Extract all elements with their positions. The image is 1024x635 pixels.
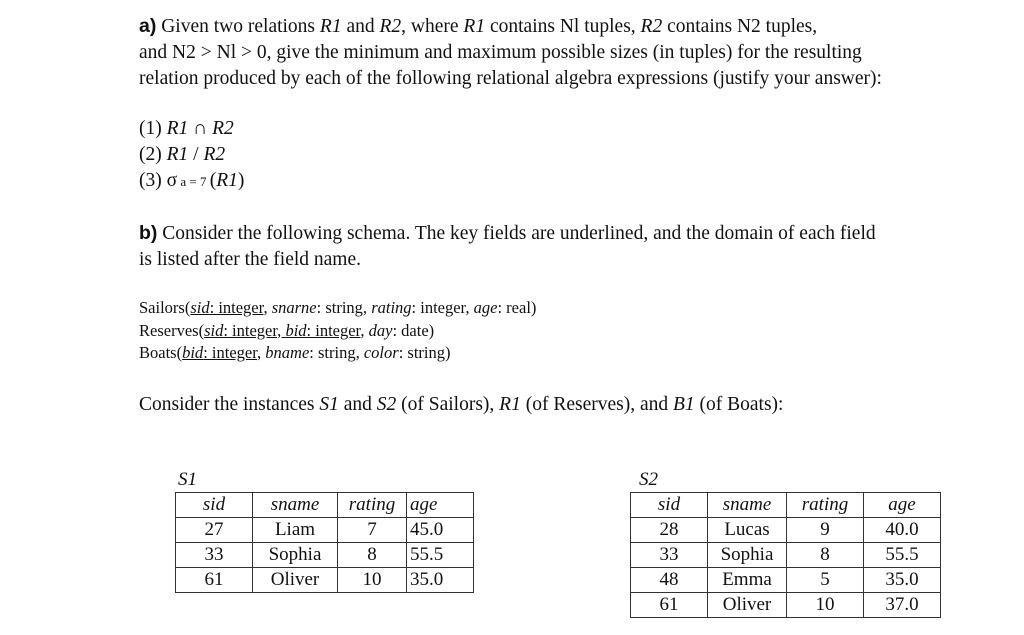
table-header-row	[631, 493, 941, 518]
table-cell: 33	[176, 543, 253, 568]
column-header: age	[864, 493, 941, 518]
table-row	[631, 518, 941, 543]
schema-definition	[139, 297, 536, 365]
table-cell: 5	[787, 568, 864, 593]
table-s2	[630, 492, 941, 618]
table-row	[176, 543, 474, 568]
table-cell: Sophia	[253, 543, 338, 568]
table-row	[631, 593, 941, 618]
table-cell: 9	[787, 518, 864, 543]
instances-sentence: Consider the instances S1 and S2 (of Sailors), R1 (of Reserves), and B1 (of Boats):	[139, 394, 784, 415]
part-b-line-1: b) Consider the following schema. The key fields are underlined, and the domain of each field	[139, 222, 876, 244]
table-cell: 40.0	[864, 518, 941, 543]
table-cell: 61	[631, 593, 708, 618]
column-header: rating	[787, 493, 864, 518]
table-s1-title: S1	[178, 469, 197, 490]
part-a-question	[139, 13, 882, 92]
part-a-line-3: relation produced by each of the following relational algebra expressions (justify your answer):	[139, 68, 882, 89]
schema-reserves: Reserves(sid: integer, bid: integer, day: date)	[139, 320, 435, 340]
table-cell: Sophia	[708, 543, 787, 568]
table-cell: 33	[631, 543, 708, 568]
table-row	[631, 543, 941, 568]
column-header: sname	[253, 493, 338, 518]
table-s2-title: S2	[639, 469, 658, 490]
table-row	[631, 568, 941, 593]
table-cell: Emma	[708, 568, 787, 593]
column-header: sname	[708, 493, 787, 518]
schema-sailors: Sailors(sid: integer, snarne: string, rating: integer, age: real)	[139, 298, 537, 317]
column-header: rating	[338, 493, 407, 518]
part-a-line-2: and N2 > Nl > 0, give the minimum and maximum possible sizes (in tuples) for the resulting	[139, 42, 862, 63]
table-cell: 55.5	[864, 543, 941, 568]
part-b-line-2: is listed after the field name.	[139, 249, 362, 270]
table-cell: 35.0	[407, 568, 474, 593]
table-header-row	[176, 493, 474, 518]
expression-3: (3) σ a = 7 (R1)	[139, 170, 245, 191]
table-cell: 10	[338, 568, 407, 593]
part-a-line-1: a) Given two relations R1 and R2, where R1 contains Nl tuples, R2 contains N2 tuples,	[139, 15, 818, 37]
table-cell: 7	[338, 518, 407, 543]
expression-list	[139, 116, 244, 195]
expression-2: (2) R1 / R2	[139, 144, 226, 165]
column-header: sid	[631, 493, 708, 518]
table-cell: 27	[176, 518, 253, 543]
table-cell: 61	[176, 568, 253, 593]
table-cell: 10	[787, 593, 864, 618]
table-cell: Lucas	[708, 518, 787, 543]
part-b-question	[139, 220, 876, 273]
table-cell: 28	[631, 518, 708, 543]
part-b-label: b)	[139, 222, 158, 244]
table-cell: 8	[787, 543, 864, 568]
table-row	[176, 568, 474, 593]
table-cell: Oliver	[253, 568, 338, 593]
table-cell: 37.0	[864, 593, 941, 618]
column-header: age	[407, 493, 474, 518]
table-s1	[175, 492, 474, 593]
part-a-label: a)	[139, 15, 157, 37]
table-cell: 8	[338, 543, 407, 568]
table-cell: Oliver	[708, 593, 787, 618]
schema-boats: Boats(bid: integer, bname: string, color: string)	[139, 343, 451, 362]
table-cell: 35.0	[864, 568, 941, 593]
expression-1: (1) R1 ∩ R2	[139, 118, 234, 139]
table-cell: Liam	[253, 518, 338, 543]
table-cell: 45.0	[407, 518, 474, 543]
column-header: sid	[176, 493, 253, 518]
table-row	[176, 518, 474, 543]
table-cell: 55.5	[407, 543, 474, 568]
table-cell: 48	[631, 568, 708, 593]
